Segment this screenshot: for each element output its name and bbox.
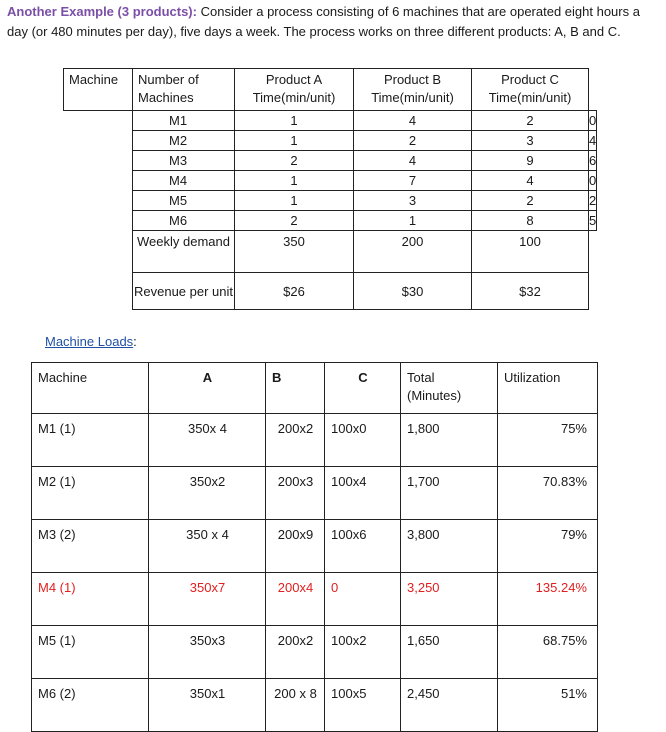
loads-util: 135.24% xyxy=(498,573,598,626)
count-cell: 1 xyxy=(235,171,354,191)
loads-a: 350x 4 xyxy=(149,414,266,467)
b-cell: 2 xyxy=(472,191,589,211)
loads-machine: M2 (1) xyxy=(32,467,149,520)
loads-util: 70.83% xyxy=(498,467,598,520)
machine-cell: M4 xyxy=(133,171,235,191)
loads-machine: M1 (1) xyxy=(32,414,149,467)
loads-row xyxy=(32,467,598,520)
machine-loads-table xyxy=(31,362,598,732)
loads-util: 75% xyxy=(498,414,598,467)
intro-lead-colon: : xyxy=(192,4,197,19)
loads-b: 200x2 xyxy=(266,414,325,467)
loads-row xyxy=(32,679,598,732)
revenue-c: $32 xyxy=(472,273,589,310)
loads-a: 350x1 xyxy=(149,679,266,732)
loads-header-util: Utilization xyxy=(498,363,598,414)
header-product-b: Product B Time(min/unit) xyxy=(354,69,472,111)
loads-c: 0 xyxy=(325,573,401,626)
loads-b: 200x4 xyxy=(266,573,325,626)
revenue-a: $26 xyxy=(235,273,354,310)
machine-cell: M6 xyxy=(133,211,235,231)
count-cell: 1 xyxy=(235,111,354,131)
machine-loads-link[interactable]: Machine Loads xyxy=(45,334,134,349)
header-product-c: Product C Time(min/unit) xyxy=(472,69,589,111)
count-cell: 2 xyxy=(235,211,354,231)
b-cell: 8 xyxy=(472,211,589,231)
loads-c: 100x2 xyxy=(325,626,401,679)
loads-util: 51% xyxy=(498,679,598,732)
table-header-row xyxy=(64,69,597,111)
intro-lead: Another Example (3 products) xyxy=(7,4,193,19)
loads-total: 3,800 xyxy=(401,520,498,573)
loads-total: 1,800 xyxy=(401,414,498,467)
weekly-demand-label: Weekly demand xyxy=(133,231,235,273)
loads-row-bottleneck xyxy=(32,573,598,626)
intro-paragraph xyxy=(7,2,657,41)
count-cell: 2 xyxy=(235,151,354,171)
machine-loads-colon: : xyxy=(133,334,137,349)
revenue-row xyxy=(64,273,597,310)
loads-a: 350x7 xyxy=(149,573,266,626)
c-cell: 6 xyxy=(589,151,597,171)
header-number: Number of Machines xyxy=(133,69,235,111)
a-cell: 4 xyxy=(354,151,472,171)
loads-c: 100x5 xyxy=(325,679,401,732)
count-cell: 1 xyxy=(235,191,354,211)
revenue-label: Revenue per unit xyxy=(133,273,235,310)
loads-row xyxy=(32,414,598,467)
loads-header-row xyxy=(32,363,598,414)
b-cell: 3 xyxy=(472,131,589,151)
header-machine: Machine xyxy=(64,69,133,111)
b-cell: 4 xyxy=(472,171,589,191)
loads-total: 2,450 xyxy=(401,679,498,732)
loads-util: 68.75% xyxy=(498,626,598,679)
blank-cell xyxy=(64,111,133,310)
loads-c: 100x0 xyxy=(325,414,401,467)
loads-b: 200 x 8 xyxy=(266,679,325,732)
weekly-demand-b: 200 xyxy=(354,231,472,273)
weekly-demand-c: 100 xyxy=(472,231,589,273)
loads-machine: M6 (2) xyxy=(32,679,149,732)
loads-machine: M3 (2) xyxy=(32,520,149,573)
header-product-a: Product A Time(min/unit) xyxy=(235,69,354,111)
machine-cell: M3 xyxy=(133,151,235,171)
table-row xyxy=(64,111,597,131)
table-row xyxy=(64,151,597,171)
loads-a: 350x3 xyxy=(149,626,266,679)
table-row xyxy=(64,211,597,231)
loads-header-machine: Machine xyxy=(32,363,149,414)
loads-b: 200x2 xyxy=(266,626,325,679)
loads-a: 350 x 4 xyxy=(149,520,266,573)
table-row xyxy=(64,131,597,151)
b-cell: 2 xyxy=(472,111,589,131)
loads-row xyxy=(32,520,598,573)
loads-machine: M4 (1) xyxy=(32,573,149,626)
loads-total: 3,250 xyxy=(401,573,498,626)
loads-c: 100x6 xyxy=(325,520,401,573)
c-cell: 0 xyxy=(589,171,597,191)
a-cell: 7 xyxy=(354,171,472,191)
processing-times-table xyxy=(63,68,597,310)
b-cell: 9 xyxy=(472,151,589,171)
machine-cell: M5 xyxy=(133,191,235,211)
loads-c: 100x4 xyxy=(325,467,401,520)
loads-header-b: B xyxy=(266,363,325,414)
loads-b: 200x3 xyxy=(266,467,325,520)
weekly-demand-row xyxy=(64,231,597,273)
intro-text: Consider a process consisting of 6 machines that are operated eight hours a day (or 480 minutes per day), five days a week. The process works on three different products: A, B and C. xyxy=(7,4,640,39)
machine-cell: M1 xyxy=(133,111,235,131)
c-cell: 0 xyxy=(589,111,597,131)
loads-util: 79% xyxy=(498,520,598,573)
loads-header-a: A xyxy=(149,363,266,414)
loads-total: 1,650 xyxy=(401,626,498,679)
loads-a: 350x2 xyxy=(149,467,266,520)
table-row xyxy=(64,191,597,211)
loads-b: 200x9 xyxy=(266,520,325,573)
loads-header-total: Total (Minutes) xyxy=(401,363,498,414)
c-cell: 4 xyxy=(589,131,597,151)
loads-row xyxy=(32,626,598,679)
c-cell: 5 xyxy=(589,211,597,231)
a-cell: 2 xyxy=(354,131,472,151)
table-row xyxy=(64,171,597,191)
loads-header-c: C xyxy=(325,363,401,414)
machine-loads-heading xyxy=(45,334,137,349)
revenue-b: $30 xyxy=(354,273,472,310)
a-cell: 4 xyxy=(354,111,472,131)
loads-machine: M5 (1) xyxy=(32,626,149,679)
count-cell: 1 xyxy=(235,131,354,151)
machine-cell: M2 xyxy=(133,131,235,151)
a-cell: 1 xyxy=(354,211,472,231)
loads-total: 1,700 xyxy=(401,467,498,520)
c-cell: 2 xyxy=(589,191,597,211)
weekly-demand-a: 350 xyxy=(235,231,354,273)
a-cell: 3 xyxy=(354,191,472,211)
